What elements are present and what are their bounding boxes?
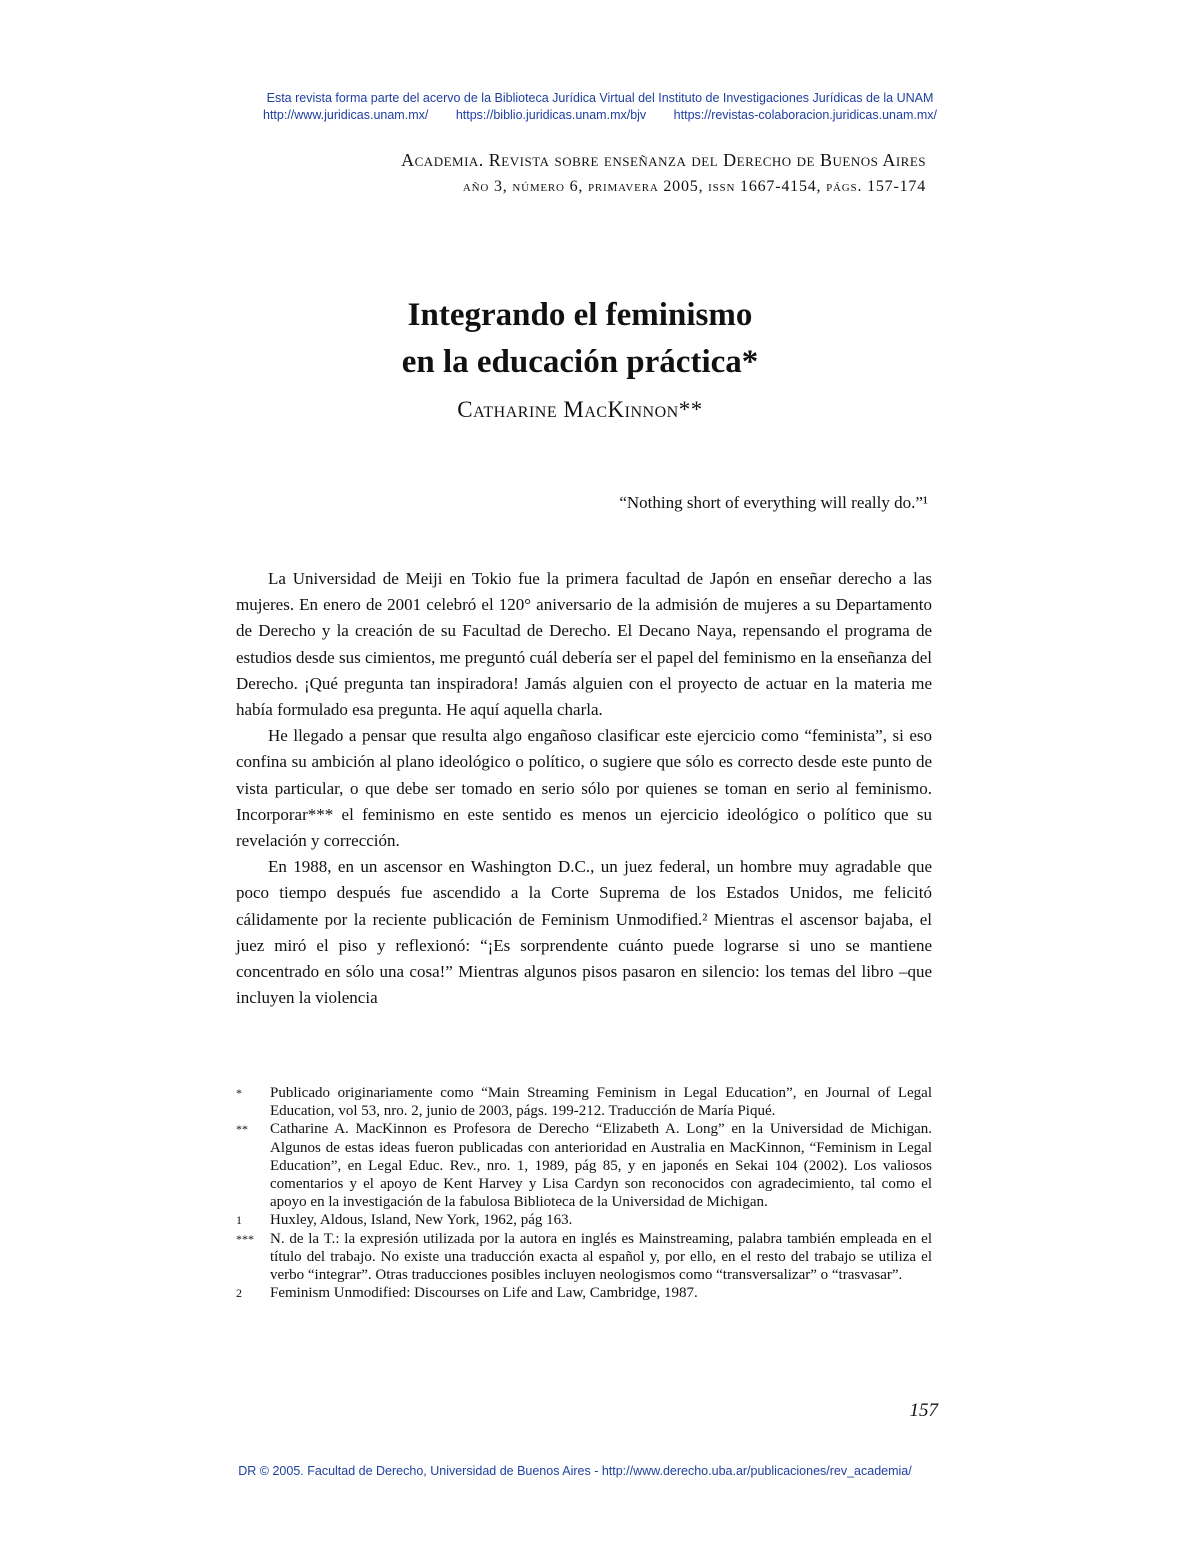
- copyright-footer: DR © 2005. Facultad de Derecho, Universidad de Buenos Aires - http://www.derecho.uba.ar/publicaciones/rev_academia/: [238, 1464, 912, 1478]
- article-author: Catharine MacKinnon**: [457, 397, 703, 422]
- article-body: [236, 566, 932, 1011]
- repository-links: [0, 108, 1200, 122]
- footnote: [236, 1230, 932, 1285]
- footnote-mark: **: [236, 1122, 248, 1137]
- footnote: [236, 1084, 932, 1120]
- link-biblio[interactable]: https://biblio.juridicas.unam.mx/bjv: [455, 108, 647, 122]
- footnote-text: Huxley, Aldous, Island, New York, 1962, pág 163.: [270, 1212, 573, 1229]
- footnote-text: Catharine A. MacKinnon es Profesora de Derecho “Elizabeth A. Long” en la Universidad de Michigan. Algunos de estas ideas fueron publicadas con anterioridad en Australia en MacKinnon, “Feminism in Legal Education”, en Legal Educ. Rev., nro. 1, 1989, pág 85, y en japonés en Sekai 104 (2002). Los valiosos comentarios y el apoyo de Kent Harvey y Lisa Cardyn son reconocidos con agradecimiento, tal como el apoyo en la investigación de la fabulosa Biblioteca de la Universidad de Michigan.: [270, 1121, 932, 1211]
- footnotes: [236, 1084, 932, 1302]
- repository-notice: Esta revista forma parte del acervo de la Biblioteca Jurídica Virtual del Instituto de Investigaciones Jurídicas de la UNAM: [266, 91, 934, 105]
- footnote-mark: 1: [236, 1213, 242, 1228]
- footnote: [236, 1211, 932, 1229]
- footnote-text: N. de la T.: la expresión utilizada por la autora en inglés es Mainstreaming, palabra también empleada en el título del trabajo. No existe una traducción exacta al español y, por ello, en el resto del trabajo se utiliza el verbo “integrar”. Otras traducciones posibles incluyen neologismos como “transversalizar” o “trasvasar”.: [270, 1230, 932, 1284]
- link-revistas[interactable]: https://revistas-colaboracion.juridicas.unam.mx/: [673, 108, 937, 122]
- epigraph: “Nothing short of everything will really do.”¹: [619, 493, 928, 512]
- body-paragraph: He llegado a pensar que resulta algo engañoso clasificar este ejercicio como “feminista”, si eso confina su ambición al plano ideológico o político, o sugiere que sólo es correcto desde este punto de vista particular, o que debe ser tomado en serio sólo por quienes se toman en serio al feminismo. Incorporar*** el feminismo en este sentido es menos un ejercicio ideológico o político que su revelación y corrección.: [236, 726, 932, 851]
- footnote-mark: ***: [236, 1231, 254, 1246]
- journal-name: Academia. Revista sobre enseñanza del Derecho de Buenos Aires: [401, 150, 926, 170]
- page-number: 157: [909, 1400, 938, 1421]
- footnote-mark: *: [236, 1086, 242, 1100]
- footnote-text: Feminism Unmodified: Discourses on Life and Law, Cambridge, 1987.: [270, 1285, 698, 1302]
- article-title-line1: Integrando el feminismo: [407, 297, 753, 333]
- body-paragraph: La Universidad de Meiji en Tokio fue la primera facultad de Japón en enseñar derecho a las mujeres. En enero de 2001 celebró el 120° aniversario de la admisión de mujeres a su Departamento de Derecho y la creación de su Facultad de Derecho. El Decano Naya, repensando el programa de estudios desde sus cimientos, me preguntó cuál debería ser el papel del feminismo en la enseñanza del Derecho. ¡Qué pregunta tan inspiradora! Jamás alguien con el proyecto de actuar en la materia me había formulado esa pregunta. He aquí aquella charla.: [236, 569, 932, 720]
- footnote-mark: 2: [236, 1286, 242, 1301]
- body-paragraph: En 1988, en un ascensor en Washington D.C., un juez federal, un hombre muy agradable que poco tiempo después fue ascendido a la Corte Suprema de los Estados Unidos, me felicitó cálidamente por la reciente publicación de Feminism Unmodified.² Mientras el ascensor bajaba, el juez miró el piso y reflexionó: “¡Es sorprendente cuánto puede lograrse si uno se mantiene concentrado en sólo una cosa!” Mientras algunos pisos pasaron en silencio: los temas del libro –que incluyen la violencia: [236, 857, 932, 1008]
- footnote-text: Publicado originariamente como “Main Streaming Feminism in Legal Education”, en Journal of Legal Education, vol 53, nro. 2, junio de 2003, págs. 199-212. Traducción de María Piqué.: [270, 1085, 932, 1120]
- article-title-line2: en la educación práctica*: [401, 344, 759, 380]
- footnote: [236, 1120, 932, 1211]
- link-juridicas[interactable]: http://www.juridicas.unam.mx/: [263, 108, 429, 122]
- footnote: [236, 1284, 932, 1302]
- journal-issue-info: año 3, número 6, primavera 2005, issn 1667-4154, págs. 157-174: [462, 178, 926, 195]
